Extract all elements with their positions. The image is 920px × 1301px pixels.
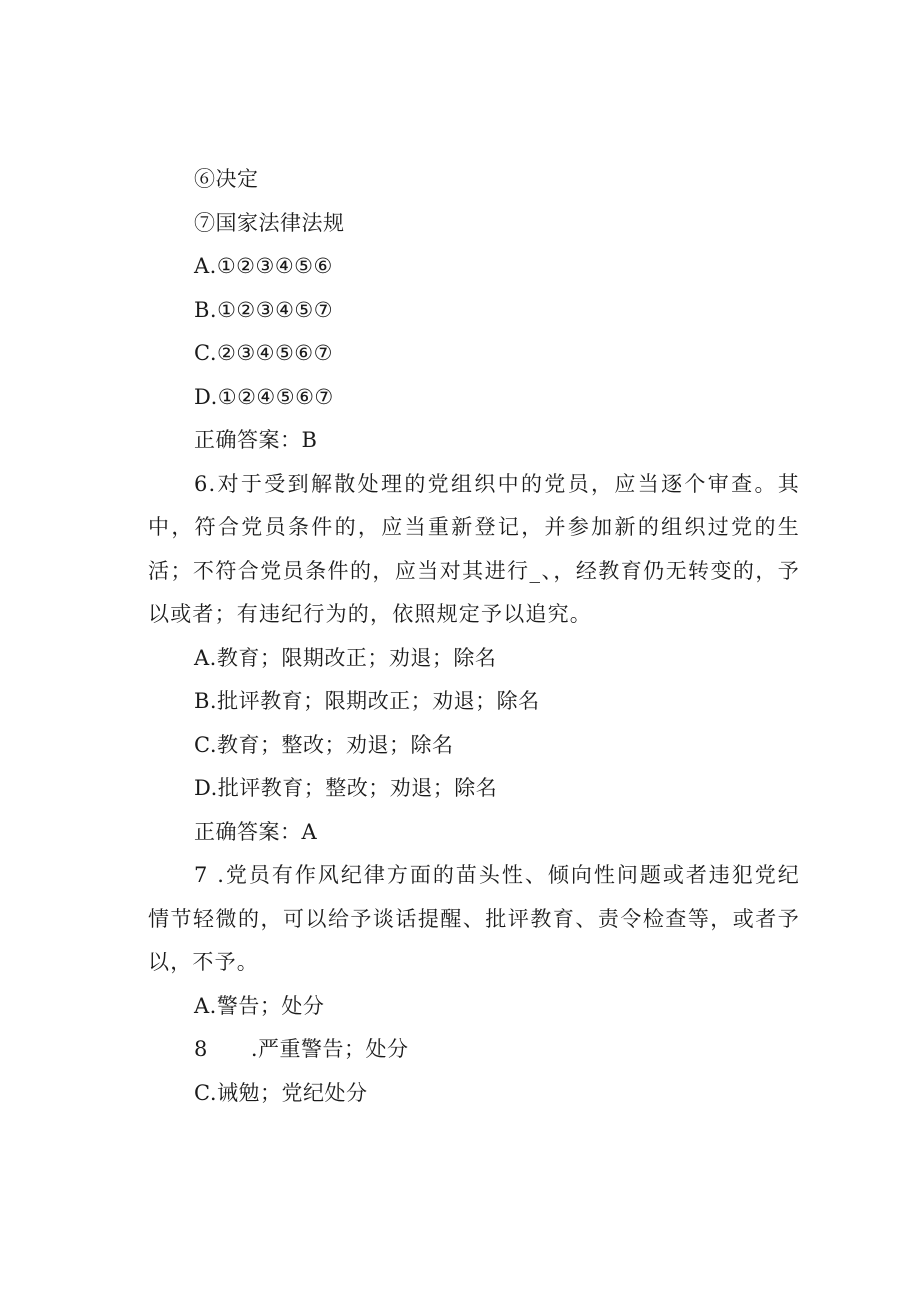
item-line: ⑦国家法律法规: [194, 210, 345, 235]
option-line: C.②③④⑤⑥⑦: [194, 341, 333, 365]
q7-option-b: 8 .严重警告；处分: [194, 1037, 409, 1061]
question-7: 7 .党员有作风纪律方面的苗头性、倾向性问题或者违犯党纪情节轻微的，可以给予谈话提醒、批评教育、责令检查等，或者予以，不予。: [148, 863, 800, 974]
option-line: A.①②③④⑤⑥: [194, 254, 333, 278]
document-body: [148, 158, 800, 1115]
q6-option-d: D.批评教育；整改；劝退；除名: [194, 776, 498, 800]
item-line: ⑥决定: [194, 167, 259, 191]
q6-answer: 正确答案：A: [194, 819, 318, 844]
q6-option-c: C.教育；整改；劝退；除名: [194, 732, 454, 757]
option-line: D.①②④⑤⑥⑦: [194, 384, 334, 409]
q6-option-a: A.教育；限期改正；劝退；除名: [194, 645, 497, 670]
q7-option-c: C.诫勉；党纪处分: [194, 1080, 368, 1105]
q7-option-a: A.警告；处分: [194, 993, 325, 1018]
option-line: B.①②③④⑤⑦: [194, 297, 334, 322]
answer-line: 正确答案：B: [194, 428, 318, 452]
question-6: 6.对于受到解散处理的党组织中的党员，应当逐个审查。其中，符合党员条件的，应当重新登记，并参加新的组织过党的生活；不符合党员条件的，应当对其进行_、，经教育仍无转变的，予以或者；有违纪行为的，依照规定予以追究。: [148, 471, 800, 626]
q6-option-b: B.批评教育；限期改正；劝退；除名: [194, 689, 540, 713]
